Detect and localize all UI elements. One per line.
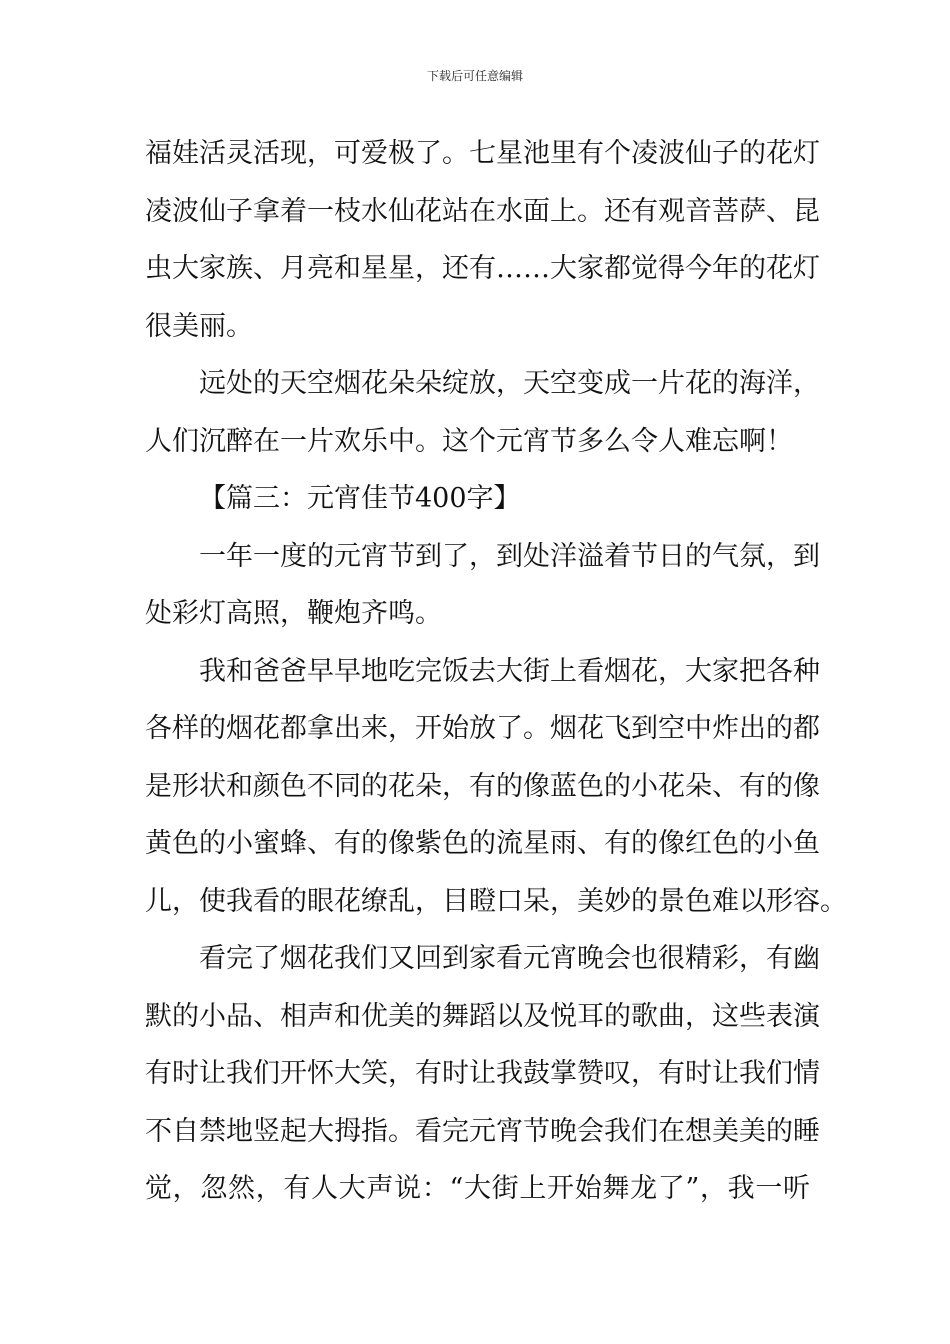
text-line: 人们沉醉在一片欢乐中。这个元宵节多么令人难忘啊！ — [145, 425, 793, 457]
text-line: 不自禁地竖起大拇指。看完元宵节晚会我们在想美美的睡 — [145, 1115, 820, 1147]
text-line: 是形状和颜色不同的花朵，有的像蓝色的小花朵、有的像 — [145, 770, 820, 802]
text-line: 默的小品、相声和优美的舞蹈以及悦耳的歌曲，这些表演 — [145, 1000, 820, 1032]
page-header: 下载后可任意编辑 — [426, 69, 523, 83]
text-line: 有时让我们开怀大笑，有时让我鼓掌赞叹，有时让我们情 — [145, 1058, 820, 1089]
text-line: 很美丽。 — [145, 310, 253, 342]
body-text — [145, 125, 847, 1218]
text-line: 一年一度的元宵节到了，到处洋溢着节日的气氛，到 — [199, 540, 820, 572]
text-line: 儿，使我看的眼花缭乱，目瞪口呆，美妙的景色难以形容。 — [145, 885, 847, 917]
text-line: 福娃活灵活现，可爱极了。七星池里有个凌波仙子的花灯 — [145, 138, 820, 169]
text-line: 凌波仙子拿着一枝水仙花站在水面上。还有观音菩萨、昆 — [145, 195, 820, 227]
text-line: 觉，忽然，有人大声说：“大街上开始舞龙了”，我一听 — [145, 1173, 810, 1204]
text-line: 处彩灯高照，鞭炮齐鸣。 — [145, 598, 442, 629]
text-line: 各样的烟花都拿出来，开始放了。烟花飞到空中炸出的都 — [145, 713, 820, 744]
section-heading: 【篇三：元宵佳节400字】 — [199, 483, 521, 514]
text-line: 看完了烟花我们又回到家看元宵晚会也很精彩，有幽 — [199, 943, 820, 974]
text-line: 虫大家族、月亮和星星，还有……大家都觉得今年的花灯 — [145, 253, 820, 284]
text-line: 黄色的小蜜蜂、有的像紫色的流星雨、有的像红色的小鱼 — [145, 828, 820, 859]
text-line: 我和爸爸早早地吃完饭去大街上看烟花，大家把各种 — [199, 655, 820, 687]
text-line: 远处的天空烟花朵朵绽放，天空变成一片花的海洋， — [199, 368, 820, 399]
